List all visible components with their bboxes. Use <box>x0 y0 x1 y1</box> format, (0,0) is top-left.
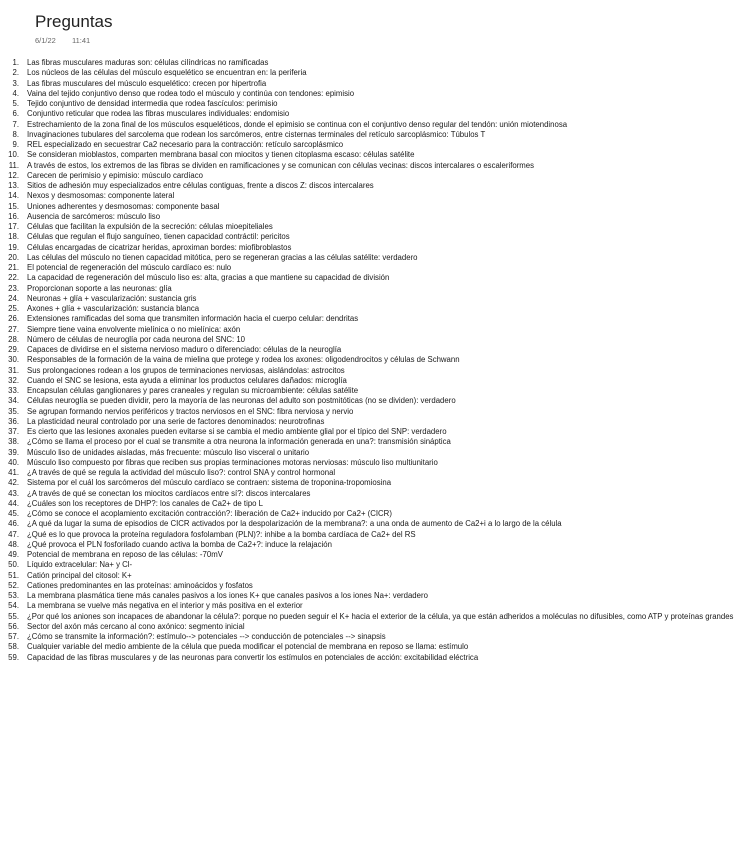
list-item-number: 17. <box>8 222 19 231</box>
list-item-number: 19. <box>8 242 19 252</box>
list-item[interactable] <box>0 99 742 109</box>
list-item-text: Células que facilitan la expulsión de la secreción: células mioepiteliales <box>27 222 273 231</box>
list-item[interactable] <box>0 161 742 171</box>
list-item-text: Encapsulan células ganglionares y pares craneales y regulan su microambiente: células satélite <box>27 386 359 395</box>
list-item-number: 47. <box>8 529 19 539</box>
list-item[interactable] <box>0 150 742 160</box>
list-item-text: ¿Por qué los aniones son incapaces de abandonar la célula?: porque no pueden seguir el K+ hacia el exterior de la célula, ya que están adheridos a moléculas no difusibles, como ATP y proteínas grandes <box>27 611 734 621</box>
page-time: 11:41 <box>71 36 91 45</box>
list-item-number: 46. <box>8 519 19 529</box>
list-item-number: 20. <box>8 252 19 262</box>
list-item-text: Vaina del tejido conjuntivo denso que rodea todo el músculo y continúa con tendones: epimisio <box>27 88 355 98</box>
list-item[interactable] <box>0 417 742 427</box>
list-item-number: 29. <box>8 345 19 354</box>
page-date: 6/1/22 <box>35 36 56 45</box>
list-item-number: 15. <box>8 201 19 211</box>
list-item-text: ¿Cómo se transmite la información?: estímulo--> potenciales --> conducción de potenciales --> sinapsis <box>27 632 386 641</box>
list-item-number: 53. <box>8 591 19 600</box>
list-item[interactable] <box>0 253 742 263</box>
list-item[interactable] <box>0 571 742 581</box>
list-item-number: 43. <box>8 488 19 498</box>
list-item-text: Células encargadas de cicatrizar heridas, aproximan bordes: miofibroblastos <box>27 242 292 252</box>
list-item-text: Los núcleos de las células del músculo esquelético se encuentran en: la periferia <box>27 68 307 78</box>
list-item-text: Es cierto que las lesiones axonales pueden evitarse si se cambia el medio ambiente glial por el típico del SNP: verdadero <box>27 427 447 436</box>
list-item[interactable] <box>0 335 742 345</box>
list-item[interactable] <box>0 509 742 519</box>
list-item[interactable] <box>0 550 742 560</box>
list-item-number: 18. <box>8 232 19 242</box>
list-item[interactable] <box>0 601 742 611</box>
list-item-text: Responsables de la formación de la vaina de mielina que protege y rodea los axones: oligodendrocitos y células de Schwann <box>27 355 460 365</box>
list-item[interactable] <box>0 376 742 386</box>
list-item-number: 27. <box>8 324 19 334</box>
list-item[interactable] <box>0 222 742 232</box>
list-item-number: 54. <box>8 601 19 611</box>
page-timestamp <box>35 36 90 46</box>
list-item-number: 37. <box>8 427 19 436</box>
list-item-text: Catión principal del citosol: K+ <box>27 570 132 580</box>
list-item[interactable] <box>0 314 742 324</box>
list-item-text: Líquido extracelular: Na+ y Cl- <box>27 560 133 570</box>
list-item[interactable] <box>0 212 742 222</box>
list-item-text: Células que regulan el flujo sanguíneo, tienen capacidad contráctil: pericitos <box>27 232 290 242</box>
list-item-number: 9. <box>12 140 19 149</box>
list-item-number: 25. <box>8 304 19 313</box>
list-item-number: 59. <box>8 652 19 662</box>
list-item[interactable] <box>0 622 742 632</box>
list-item[interactable] <box>0 468 742 478</box>
list-item-number: 10. <box>8 150 19 160</box>
list-item-number: 23. <box>8 283 19 293</box>
list-item[interactable] <box>0 530 742 540</box>
list-item-number: 45. <box>8 509 19 518</box>
list-item-text: Proporcionan soporte a las neuronas: glía <box>27 283 172 293</box>
list-item[interactable] <box>0 191 742 201</box>
list-item-number: 14. <box>8 191 19 201</box>
list-item[interactable] <box>0 458 742 468</box>
list-item-number: 42. <box>8 478 19 488</box>
list-item-text: A través de estos, los extremos de las fibras se dividen en ramificaciones y se comunican con células vecinas: discos intercalares o escaleriformes <box>27 160 535 170</box>
list-item-text: Cualquier variable del medio ambiente de la célula que pueda modificar el potencial de membrana en reposo se llama: estímulo <box>27 642 469 652</box>
list-item[interactable] <box>0 519 742 529</box>
list-item-text: Se consideran mioblastos, comparten membrana basal con miocitos y tienen citoplasma escaso: células satélite <box>27 150 415 160</box>
list-item[interactable] <box>0 591 742 601</box>
list-item[interactable] <box>0 386 742 396</box>
list-item[interactable] <box>0 58 742 68</box>
list-item-number: 55. <box>8 611 19 621</box>
list-item[interactable] <box>0 366 742 376</box>
list-item-text: Axones + glía + vascularización: sustancia blanca <box>27 304 200 313</box>
list-item[interactable] <box>0 171 742 181</box>
list-item[interactable] <box>0 273 742 283</box>
list-item-text: Se agrupan formando nervios periféricos y tractos nerviosos en el SNC: fibra nerviosa y nervio <box>27 406 354 416</box>
list-item-text: Siempre tiene vaina envolvente mielínica o no mielínica: axón <box>27 324 241 334</box>
list-item-text: Invaginaciones tubulares del sarcolema que rodean los sarcómeros, entre cisternas terminales del retículo sarcoplásmico: Túbulos T <box>27 129 486 139</box>
list-item-text: ¿Cómo se llama el proceso por el cual se transmite a otra neurona la información generada en una?: transmisión sináptica <box>27 437 451 447</box>
list-item-number: 58. <box>8 642 19 652</box>
list-item-number: 30. <box>8 355 19 365</box>
list-item-text: REL especializado en secuestrar Ca2 necesario para la contracción: retículo sarcoplásmico <box>27 140 344 149</box>
page-title[interactable]: Preguntas <box>35 12 113 31</box>
list-item-number: 5. <box>12 99 19 108</box>
list-item-number: 31. <box>8 365 19 375</box>
list-item-text: Células neuroglía se pueden dividir, pero la mayoría de las neuronas del adulto son postmitóticas (no se dividen): verdadero <box>27 396 456 406</box>
list-item-text: Capaces de dividirse en el sistema nervioso maduro o diferenciado: células de la neuroglía <box>27 345 342 354</box>
list-item-number: 34. <box>8 396 19 406</box>
list-item[interactable] <box>0 181 742 191</box>
list-item-text: ¿A través de qué se conectan los miocitos cardíacos entre sí?: discos intercalares <box>27 488 311 498</box>
list-item-number: 39. <box>8 447 19 457</box>
list-item-number: 16. <box>8 211 19 221</box>
list-item[interactable] <box>0 130 742 140</box>
list-item[interactable] <box>0 263 742 273</box>
list-item[interactable] <box>0 540 742 550</box>
list-item[interactable] <box>0 120 742 130</box>
list-item-number: 35. <box>8 406 19 416</box>
list-item[interactable] <box>0 284 742 294</box>
list-item-text: Cationes predominantes en las proteínas: aminoácidos y fosfatos <box>27 580 253 590</box>
list-item-number: 6. <box>12 109 19 119</box>
list-item-text: Ausencia de sarcómeros: músculo liso <box>27 211 161 221</box>
list-item-text: Sus prolongaciones rodean a los grupos de terminaciones nerviosas, aislándolas: astrocitos <box>27 365 345 375</box>
list-item[interactable] <box>0 79 742 89</box>
list-item-number: 44. <box>8 498 19 508</box>
list-item-number: 11. <box>8 160 19 170</box>
list-item-number: 28. <box>8 334 19 344</box>
list-item[interactable] <box>0 437 742 447</box>
list-item-text: Extensiones ramificadas del soma que transmiten información hacia el cuerpo celular: dendritas <box>27 314 359 324</box>
list-item-number: 56. <box>8 621 19 631</box>
list-item-number: 3. <box>12 78 19 88</box>
list-item[interactable] <box>0 355 742 365</box>
list-item-number: 57. <box>8 632 19 641</box>
list-item-number: 33. <box>8 386 19 395</box>
list-item-text: ¿A través de qué se regula la actividad del músculo liso?: control SNA y control hormonal <box>27 468 336 477</box>
list-item-text: Cuando el SNC se lesiona, esta ayuda a eliminar los productos celulares dañados: microglía <box>27 375 347 385</box>
list-item[interactable] <box>0 653 742 663</box>
list-item[interactable] <box>0 632 742 642</box>
list-item[interactable] <box>0 612 742 622</box>
list-item-text: Las células del músculo no tienen capacidad mitótica, pero se regeneran gracias a las células satélite: verdadero <box>27 252 418 262</box>
list-item-number: 36. <box>8 416 19 426</box>
list-item-text: Sitios de adhesión muy especializados entre células contiguas, frente a discos Z: discos intercalares <box>27 181 374 190</box>
list-item[interactable] <box>0 396 742 406</box>
list-item[interactable] <box>0 109 742 119</box>
list-item-number: 12. <box>8 170 19 180</box>
list-item[interactable] <box>0 325 742 335</box>
list-item-number: 22. <box>8 273 19 283</box>
list-item-text: Neuronas + glía + vascularización: sustancia gris <box>27 293 197 303</box>
list-item[interactable] <box>0 560 742 570</box>
list-item-number: 38. <box>8 437 19 447</box>
list-item-number: 7. <box>12 119 19 129</box>
list-item-number: 50. <box>8 560 19 570</box>
list-item-text: La membrana plasmática tiene más canales pasivos a los iones K+ que canales pasivos a los iones Na+: verdadero <box>27 591 428 600</box>
list-item-number: 48. <box>8 539 19 549</box>
list-item-number: 8. <box>12 129 19 139</box>
list-item-number: 4. <box>12 88 19 98</box>
list-item-number: 13. <box>8 181 19 190</box>
list-item-text: Músculo liso compuesto por fibras que reciben sus propias terminaciones motoras nerviosas: músculo liso multiunitario <box>27 457 438 467</box>
list-item-text: Potencial de membrana en reposo de las células: -70mV <box>27 550 223 559</box>
list-item-text: ¿Qué provoca el PLN fosforilado cuando activa la bomba de Ca2+?: induce la relajación <box>27 539 332 549</box>
list-item-text: Número de células de neuroglía por cada neurona del SNC: 10 <box>27 334 246 344</box>
list-item-text: Las fibras musculares del músculo esquelético: crecen por hipertrofia <box>27 78 267 88</box>
list-item-number: 1. <box>12 58 19 67</box>
list-item[interactable] <box>0 345 742 355</box>
list-item[interactable] <box>0 478 742 488</box>
list-item[interactable] <box>0 427 742 437</box>
list-item[interactable] <box>0 232 742 242</box>
list-item-text: ¿Cómo se conoce el acoplamiento excitación contracción?: liberación de Ca2+ inducido por Ca2+ (CICR) <box>27 509 392 518</box>
list-item[interactable] <box>0 202 742 212</box>
list-item[interactable] <box>0 499 742 509</box>
list-item-number: 40. <box>8 457 19 467</box>
list-item[interactable] <box>0 140 742 150</box>
list-item-text: La plasticidad neural controlado por una serie de factores denominados: neurotrofinas <box>27 416 325 426</box>
list-item-number: 2. <box>12 68 19 78</box>
list-item-number: 41. <box>8 468 19 477</box>
list-item-text: Capacidad de las fibras musculares y de las neuronas para convertir los estímulos en potenciales de acción: excitabilidad eléctrica <box>27 652 479 662</box>
list-item-text: Tejido conjuntivo de densidad intermedia que rodea fascículos: perimisio <box>27 99 278 108</box>
list-item-number: 51. <box>8 570 19 580</box>
list-item[interactable] <box>0 642 742 652</box>
list-item-number: 21. <box>8 263 19 272</box>
list-item-number: 32. <box>8 375 19 385</box>
list-item-text: Conjuntivo reticular que rodea las fibras musculares individuales: endomisio <box>27 109 290 119</box>
list-item-number: 49. <box>8 550 19 559</box>
list-item[interactable] <box>0 243 742 253</box>
list-item[interactable] <box>0 448 742 458</box>
list-item-text: Sector del axón más cercano al cono axónico: segmento inicial <box>27 621 245 631</box>
list-item-text: ¿Cuáles son los receptores de DHP?: los canales de Ca2+ de tipo L <box>27 498 263 508</box>
list-item[interactable] <box>0 304 742 314</box>
list-item[interactable] <box>0 89 742 99</box>
list-item-text: Músculo liso de unidades aisladas, más frecuente: músculo liso visceral o unitario <box>27 447 310 457</box>
list-item-text: El potencial de regeneración del músculo cardíaco es: nulo <box>27 263 232 272</box>
list-item-number: 26. <box>8 314 19 324</box>
list-item-text: Sistema por el cuál los sarcómeros del músculo cardíaco se contraen: sistema de troponina-tropomiosina <box>27 478 392 488</box>
list-item-text: Carecen de perimisio y epimisio: músculo cardíaco <box>27 170 203 180</box>
list-item-text: Las fibras musculares maduras son: células cilíndricas no ramificadas <box>27 58 269 67</box>
list-item-text: ¿A qué da lugar la suma de episodios de CICR activados por la despolarización de la membrana?: a una onda de aumento de Ca2+i a lo largo de la célula <box>27 519 562 529</box>
list-item[interactable] <box>0 489 742 499</box>
list-item-number: 24. <box>8 293 19 303</box>
list-item[interactable] <box>0 407 742 417</box>
list-item[interactable] <box>0 581 742 591</box>
list-item-text: Uniones adherentes y desmosomas: componente basal <box>27 201 220 211</box>
questions-list <box>0 58 742 663</box>
list-item[interactable] <box>0 68 742 78</box>
list-item-text: Estrechamiento de la zona final de los músculos esqueléticos, donde el epimisio se continua con el conjuntivo denso regular del tendón: unión miotendinosa <box>27 119 568 129</box>
list-item-number: 52. <box>8 580 19 590</box>
list-item-text: ¿Qué es lo que provoca la proteína reguladora fosfolamban (PLN)?: inhibe a la bomba cardíaca de Ca2+ del RS <box>27 529 416 539</box>
list-item-text: La membrana se vuelve más negativa en el interior y más positiva en el exterior <box>27 601 303 611</box>
list-item[interactable] <box>0 294 742 304</box>
list-item-text: Nexos y desmosomas: componente lateral <box>27 191 175 201</box>
list-item-text: La capacidad de regeneración del músculo liso es: alta, gracias a que mantiene su capacidad de división <box>27 273 390 283</box>
